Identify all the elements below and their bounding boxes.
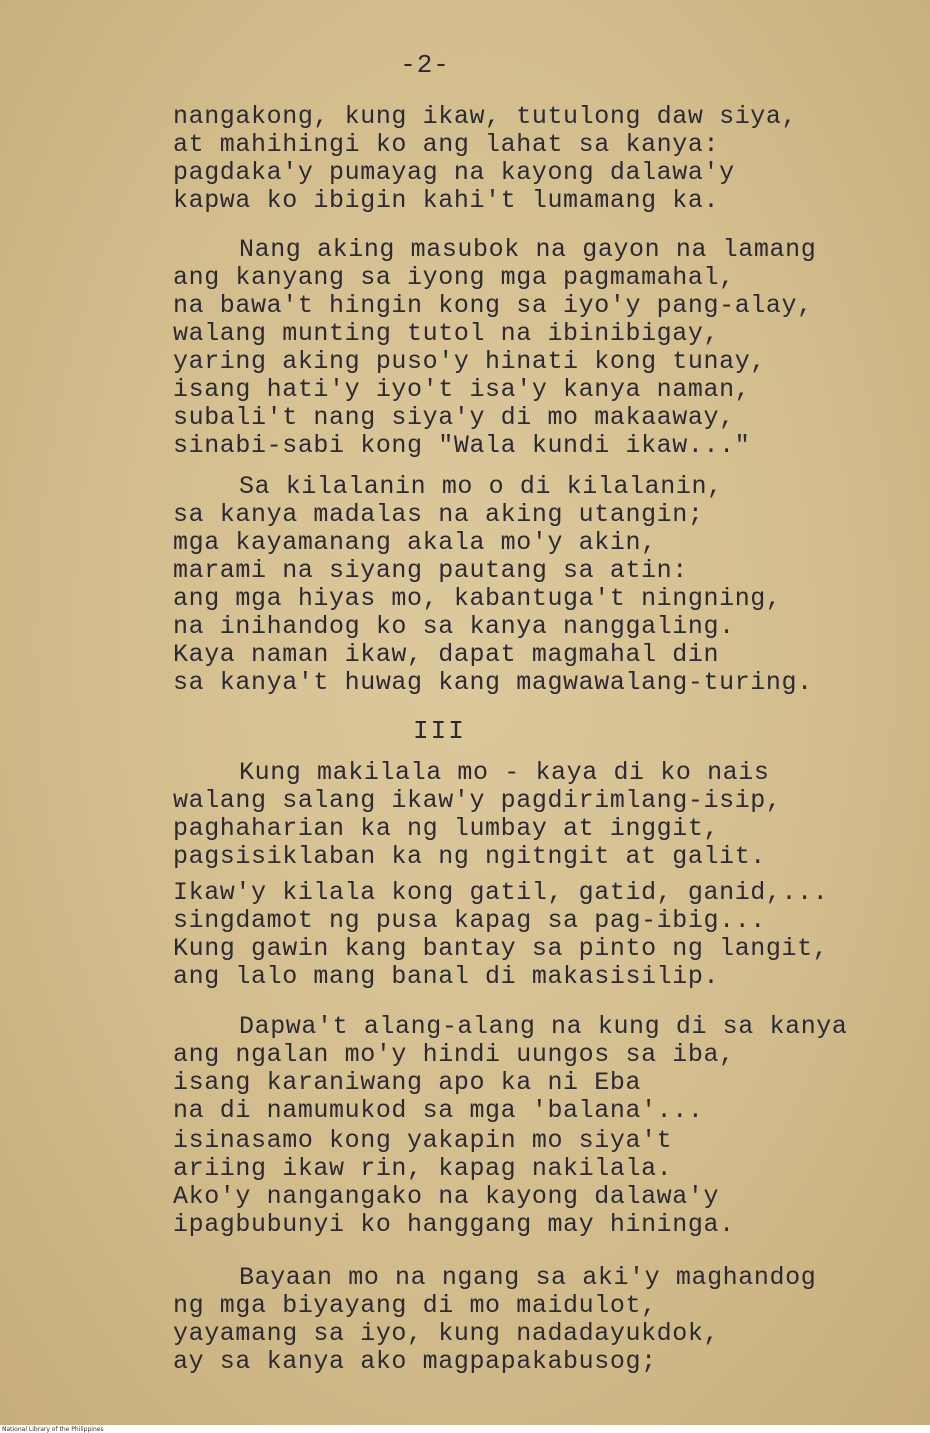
poem-line: ariing ikaw rin, kapag nakilala.: [173, 1154, 673, 1183]
footer-credit: National Library of the Philippines: [2, 1426, 104, 1433]
poem-line: subali't nang siya'y di mo makaaway,: [173, 403, 735, 432]
poem-line: isinasamo kong yakapin mo siya't: [173, 1126, 673, 1155]
poem-line: ipagbubunyi ko hanggang may hininga.: [173, 1210, 735, 1239]
poem-line: kapwa ko ibigin kahi't lumamang ka.: [173, 186, 720, 215]
poem-line: Dapwa't alang-alang na kung di sa kanya: [239, 1012, 848, 1041]
poem-line: Kung gawin kang bantay sa pinto ng langit,: [173, 934, 829, 963]
poem-line: ng mga biyayang di mo maidulot,: [173, 1291, 657, 1320]
poem-line: walang salang ikaw'y pagdirimlang-isip,: [173, 786, 782, 815]
poem-line: na bawa't hingin kong sa iyo'y pang-alay,: [173, 291, 813, 320]
poem-line: Kung makilala mo - kaya di ko nais: [239, 758, 770, 787]
poem-line: Nang aking masubok na gayon na lamang: [239, 235, 817, 264]
poem-line: pagsisiklaban ka ng ngitngit at galit.: [173, 842, 766, 871]
poem-line: Bayaan mo na ngang sa aki'y maghandog: [239, 1263, 817, 1292]
poem-line: sa kanya't huwag kang magwawalang-turing.: [173, 668, 813, 697]
poem-line: Ikaw'y kilala kong gatil, gatid, ganid,...: [173, 878, 829, 907]
poem-line: walang munting tutol na ibinibigay,: [173, 319, 720, 348]
poem-line: ang ngalan mo'y hindi uungos sa iba,: [173, 1040, 735, 1069]
poem-line: isang karaniwang apo ka ni Eba: [173, 1068, 642, 1097]
poem-line: ay sa kanya ako magpapakabusog;: [173, 1347, 657, 1376]
poem-line: singdamot ng pusa kapag sa pag-ibig...: [173, 906, 766, 935]
poem-line: na inihandog ko sa kanya nanggaling.: [173, 612, 735, 641]
poem-line: ang mga hiyas mo, kabantuga't ningning,: [173, 584, 782, 613]
poem-line: Ako'y nangangako na kayong dalawa'y: [173, 1182, 720, 1211]
poem-line: ang lalo mang banal di makasisilip.: [173, 962, 720, 991]
section-heading: III: [413, 716, 466, 746]
poem-line: pagdaka'y pumayag na kayong dalawa'y: [173, 158, 735, 187]
poem-line: Kaya naman ikaw, dapat magmahal din: [173, 640, 720, 669]
poem-line: yaring aking puso'y hinati kong tunay,: [173, 347, 766, 376]
poem-line: isang hati'y iyo't isa'y kanya naman,: [173, 375, 751, 404]
poem-line: sa kanya madalas na aking utangin;: [173, 500, 704, 529]
poem-line: marami na siyang pautang sa atin:: [173, 556, 688, 585]
poem-line: nangakong, kung ikaw, tutulong daw siya,: [173, 102, 798, 131]
poem-line: sinabi-sabi kong "Wala kundi ikaw...": [173, 431, 751, 460]
poem-line: at mahihingi ko ang lahat sa kanya:: [173, 130, 720, 159]
page-number: -2-: [400, 50, 450, 80]
poem-line: na di namumukod sa mga 'balana'...: [173, 1096, 704, 1125]
poem-line: ang kanyang sa iyong mga pagmamahal,: [173, 263, 735, 292]
poem-line: paghaharian ka ng lumbay at inggit,: [173, 814, 720, 843]
poem-line: yayamang sa iyo, kung nadadayukdok,: [173, 1319, 720, 1348]
poem-line: Sa kilalanin mo o di kilalanin,: [239, 472, 723, 501]
poem-line: mga kayamanang akala mo'y akin,: [173, 528, 657, 557]
